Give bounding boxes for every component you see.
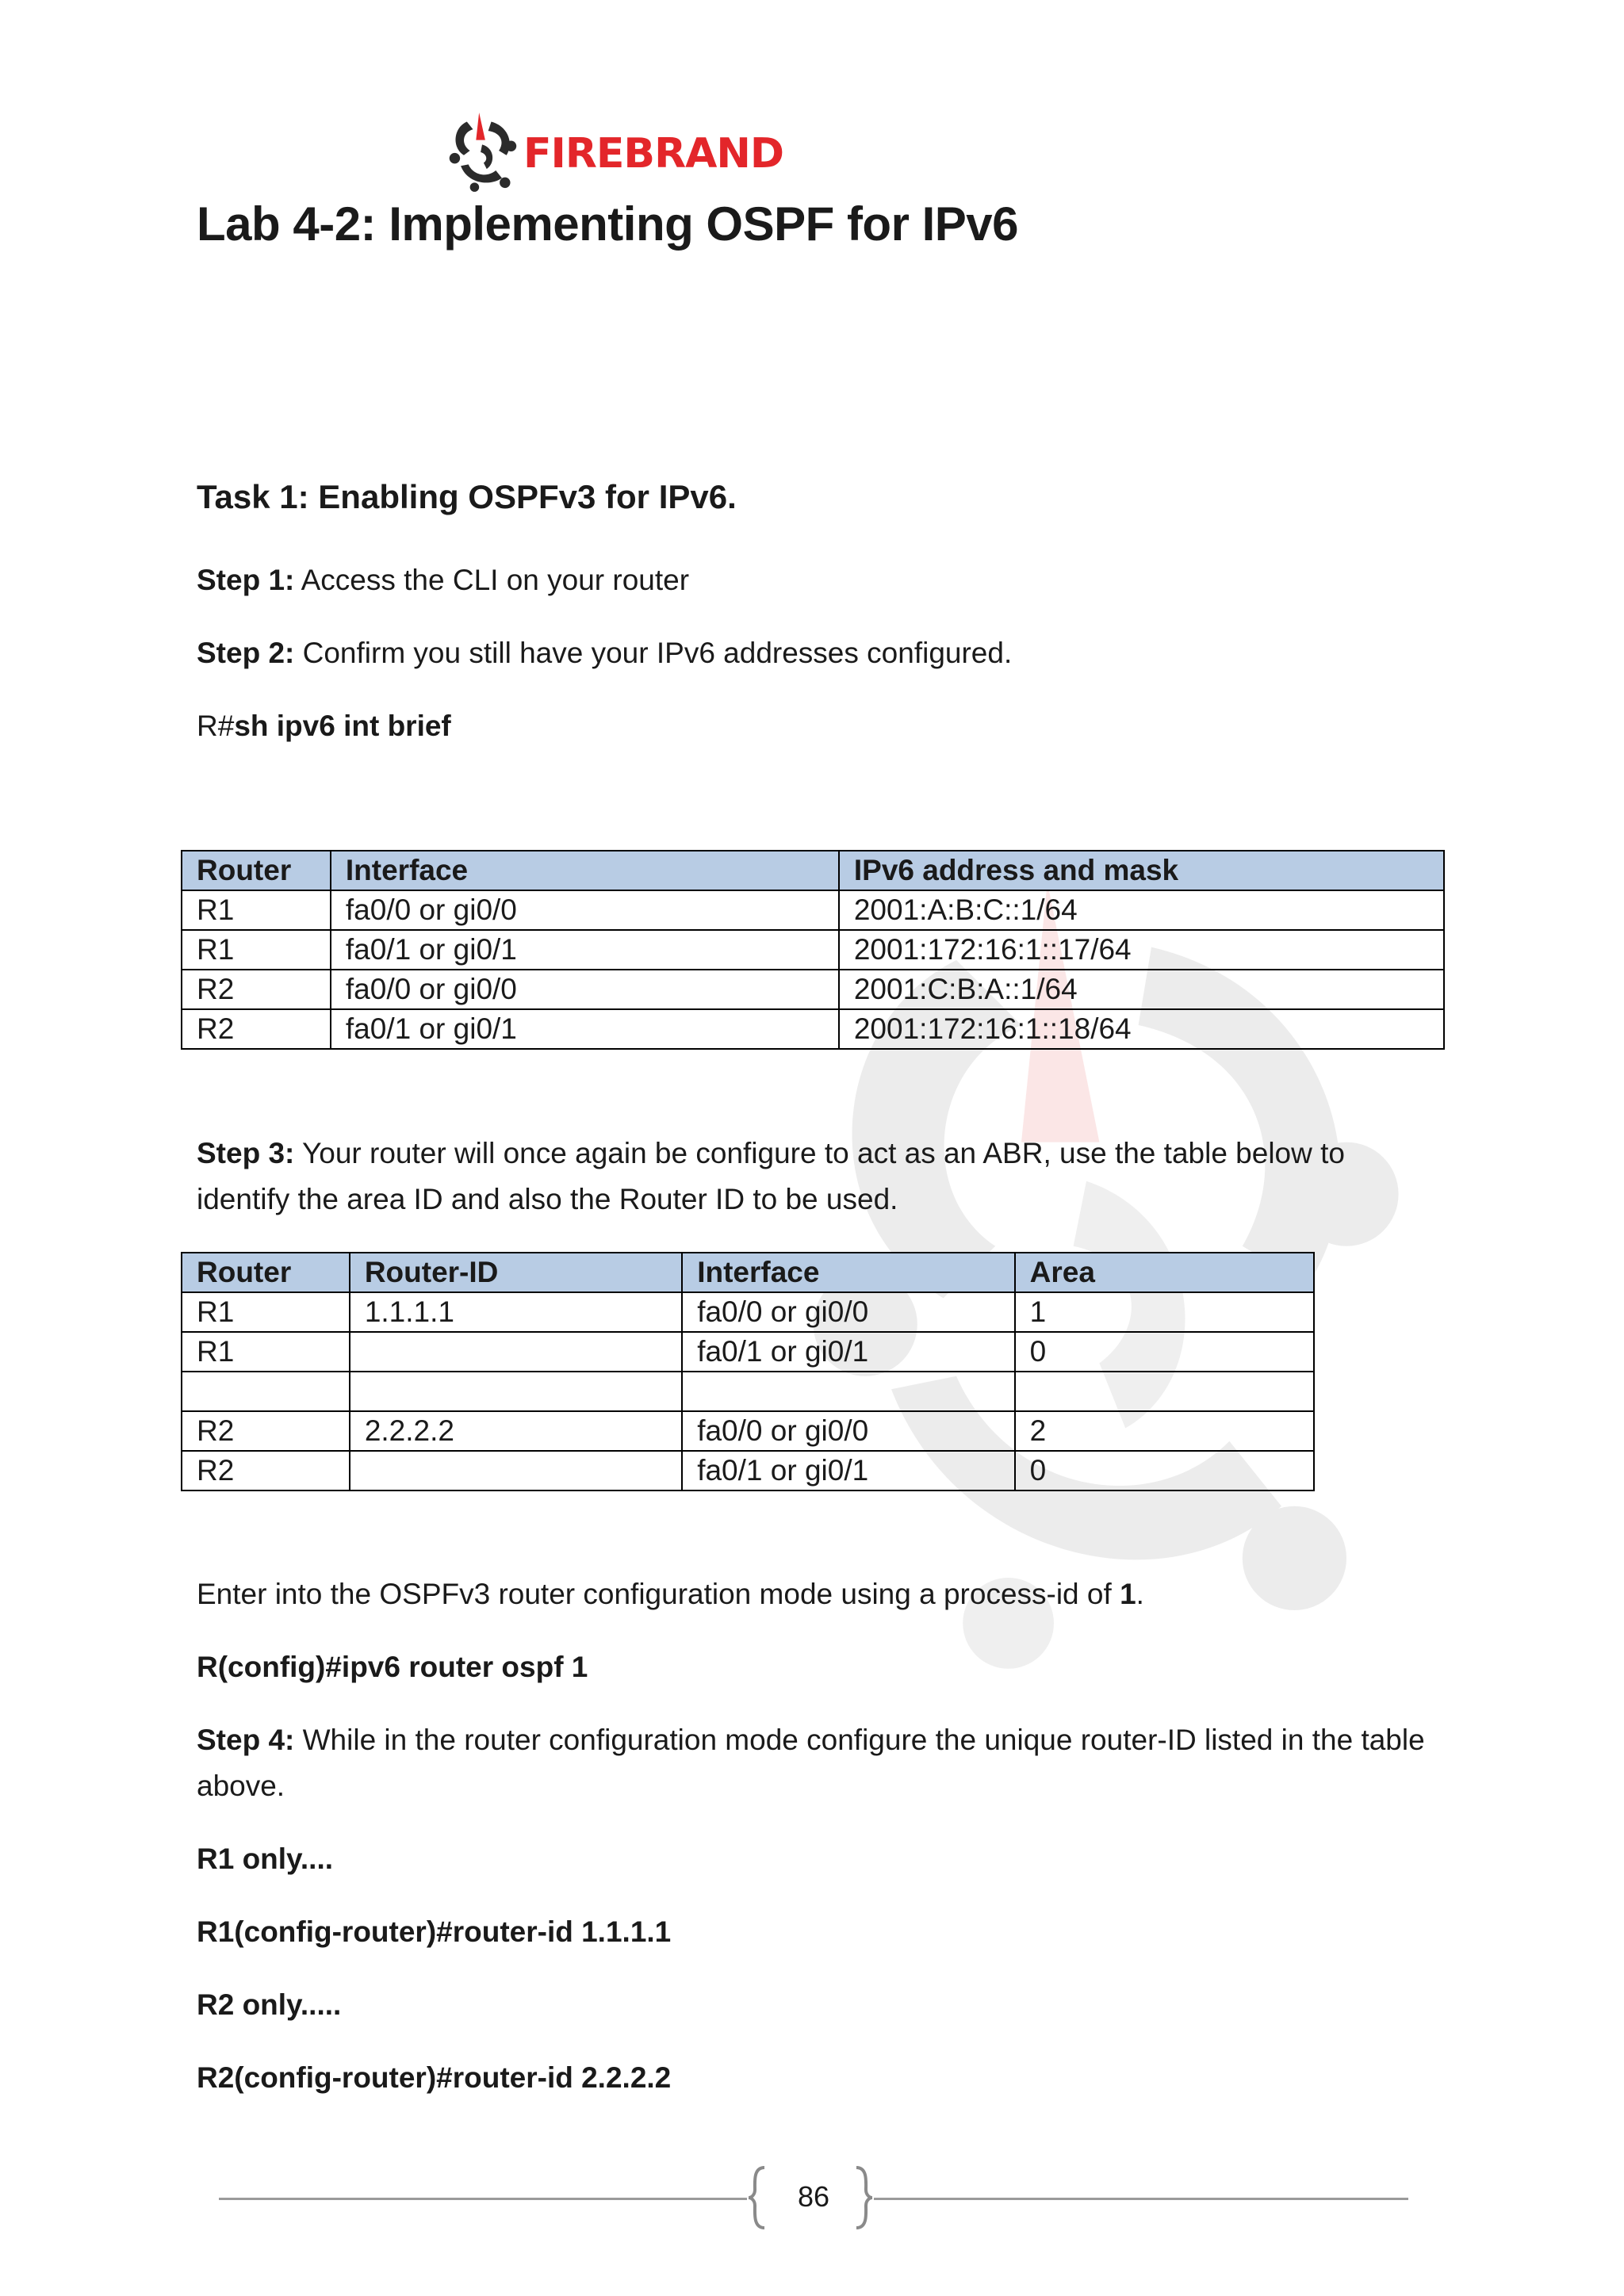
task-heading: Task 1: Enabling OSPFv3 for IPv6. (197, 478, 737, 515)
step-2 (197, 630, 1434, 676)
table-cell: fa0/1 or gi0/1 (682, 1451, 1014, 1490)
table-cell (682, 1372, 1014, 1411)
ospf-mode-text: Enter into the OSPFv3 router configuration mode using a process-id of (197, 1578, 1120, 1610)
ipv6-address-table (181, 850, 1445, 1050)
command-prompt: R# (197, 710, 235, 742)
table-cell (350, 1372, 682, 1411)
page-footer (219, 2166, 1408, 2229)
table-cell: R2 (182, 1411, 350, 1451)
table-row (182, 1009, 1444, 1049)
step-1-text: Access the CLI on your router (294, 564, 690, 596)
table-cell: R1 (182, 890, 331, 930)
step-3-text: Your router will once again be configure to act as an ABR, use the table below to identify the area ID and also the Router ID to be used. (197, 1137, 1345, 1215)
table-cell: 2001:172:16:1::18/64 (839, 1009, 1444, 1049)
r1-command-text: R1(config-router)#router-id 1.1.1.1 (197, 1915, 672, 1948)
table-cell: 2001:C:B:A::1/64 (839, 970, 1444, 1009)
router-id-area-table (181, 1252, 1315, 1491)
step-4-label: Step 4: (197, 1724, 295, 1756)
column-header: Area (1015, 1253, 1314, 1292)
ospf-command (197, 1644, 1434, 1690)
column-header: Router-ID (350, 1253, 682, 1292)
table-cell: R1 (182, 930, 331, 970)
step-2-text: Confirm you still have your IPv6 addresses configured. (294, 637, 1013, 669)
table-row (182, 1372, 1314, 1411)
step-4 (197, 1717, 1434, 1809)
table-row (182, 1411, 1314, 1451)
table-header-row (182, 1253, 1314, 1292)
show-ipv6-command (197, 703, 1434, 749)
table-cell: fa0/0 or gi0/0 (682, 1292, 1014, 1332)
r1-only-label (197, 1836, 1434, 1882)
table-cell: fa0/0 or gi0/0 (331, 890, 839, 930)
table-header-row (182, 851, 1444, 890)
r2-only-label (197, 1982, 1434, 2028)
brand-name: FIREBRAND (523, 130, 784, 178)
step-1-label: Step 1: (197, 564, 295, 596)
command-text: sh ipv6 int brief (234, 710, 451, 742)
table-row (182, 1451, 1314, 1490)
column-header: Interface (331, 851, 839, 890)
table-cell: 0 (1015, 1451, 1314, 1490)
column-header: IPv6 address and mask (839, 851, 1444, 890)
r2-router-id-command (197, 2055, 1434, 2101)
step-4-text: While in the router configuration mode configure the unique router-ID listed in the table above. (197, 1724, 1425, 1802)
table-cell: 1.1.1.1 (350, 1292, 682, 1332)
table-cell: R1 (182, 1292, 350, 1332)
table-cell: fa0/0 or gi0/0 (331, 970, 839, 1009)
column-header: Router (182, 1253, 350, 1292)
ospf-mode-instruction (197, 1571, 1434, 1617)
table-cell: 2001:172:16:1::17/64 (839, 930, 1444, 970)
table-cell (350, 1451, 682, 1490)
table-cell: fa0/0 or gi0/0 (682, 1411, 1014, 1451)
right-brace-icon (853, 2166, 874, 2229)
step-2-label: Step 2: (197, 637, 295, 669)
table-cell: R2 (182, 1009, 331, 1049)
table-cell: R1 (182, 1332, 350, 1372)
page-number: 86 (797, 2180, 830, 2213)
step-1 (197, 557, 1434, 603)
table-row (182, 930, 1444, 970)
table-cell: 1 (1015, 1292, 1314, 1332)
table-cell: 2.2.2.2 (350, 1411, 682, 1451)
table-cell (1015, 1372, 1314, 1411)
table-cell (182, 1372, 350, 1411)
column-header: Interface (682, 1253, 1014, 1292)
r1-only-text: R1 only.... (197, 1843, 334, 1875)
table-row (182, 1332, 1314, 1372)
table-cell: 0 (1015, 1332, 1314, 1372)
step-3 (197, 1131, 1434, 1223)
footer-rule-right (874, 2198, 1408, 2200)
ospf-mode-end: . (1136, 1578, 1144, 1610)
table-cell: fa0/1 or gi0/1 (331, 1009, 839, 1049)
table-cell: fa0/1 or gi0/1 (682, 1332, 1014, 1372)
r2-command-text: R2(config-router)#router-id 2.2.2.2 (197, 2061, 672, 2094)
table-row (182, 1292, 1314, 1332)
table-cell: R2 (182, 1451, 350, 1490)
table-row (182, 890, 1444, 930)
firebrand-logo (444, 109, 783, 193)
r1-router-id-command (197, 1909, 1434, 1955)
table-row (182, 970, 1444, 1009)
table-cell: 2 (1015, 1411, 1314, 1451)
ospf-command-text: R(config)#ipv6 router ospf 1 (197, 1651, 588, 1683)
table-cell: 2001:A:B:C::1/64 (839, 890, 1444, 930)
footer-rule-left (219, 2198, 747, 2200)
table-cell (350, 1332, 682, 1372)
r2-only-text: R2 only..... (197, 1988, 342, 2021)
firebrand-logo-icon (444, 109, 520, 193)
page-title: Lab 4-2: Implementing OSPF for IPv6 (197, 197, 1019, 251)
table-cell: fa0/1 or gi0/1 (331, 930, 839, 970)
table-cell: R2 (182, 970, 331, 1009)
process-id: 1 (1120, 1578, 1136, 1610)
step-3-label: Step 3: (197, 1137, 295, 1169)
column-header: Router (182, 851, 331, 890)
